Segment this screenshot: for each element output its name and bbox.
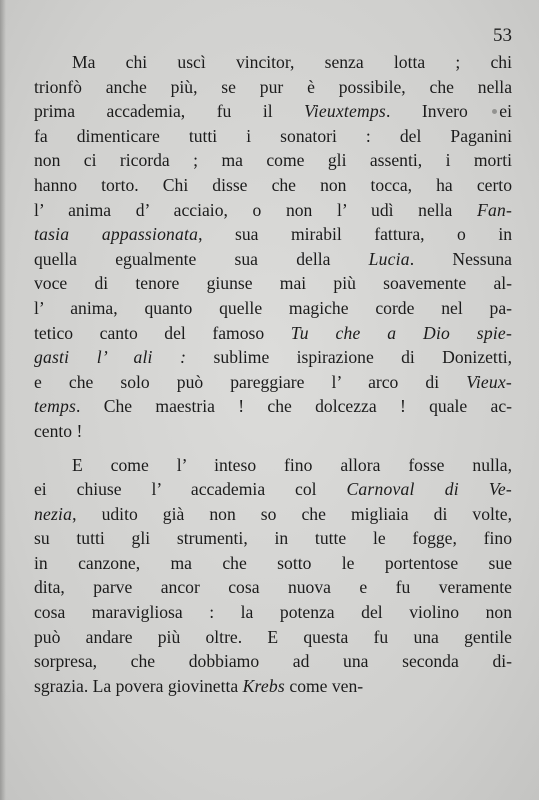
text-span: l’ anima, quanto quelle magiche corde nel pa- xyxy=(34,297,512,318)
paragraph xyxy=(34,50,512,444)
text-span: . Che maestria ! che dolcezza ! quale ac- xyxy=(76,396,512,417)
text-span: come ven- xyxy=(284,675,364,696)
text-line xyxy=(34,247,512,272)
italic-span: Vieux- xyxy=(466,371,512,392)
text-span: in canzone, ma che sotto le portentose sue xyxy=(34,552,512,573)
text-span: trionfò anche più, se pur è possibile, che nella xyxy=(34,76,512,97)
text-span: . Nessuna xyxy=(409,248,512,269)
text-span: tetico canto del famoso xyxy=(34,322,291,343)
text-line xyxy=(34,674,512,699)
text-line xyxy=(34,222,512,247)
paragraph-gap xyxy=(34,444,512,453)
italic-span: tasia appassionata xyxy=(34,224,199,245)
text-span: , udito già non so che migliaia di volte, xyxy=(72,503,512,524)
italic-span: Carnoval di Ve- xyxy=(346,479,512,500)
italic-span: Krebs xyxy=(242,675,285,696)
text-span: sublime ispirazione di Donizetti, xyxy=(186,347,512,368)
italic-span: Fan- xyxy=(477,199,512,220)
text-span: sgrazia. La povera giovinetta xyxy=(34,675,243,696)
italic-span: Vieuxtemps xyxy=(304,101,386,122)
text-line xyxy=(34,75,512,100)
text-span: , sua mirabil fattura, o in xyxy=(198,224,513,245)
italic-span: temps xyxy=(34,396,77,417)
text-line xyxy=(34,99,512,124)
text-line xyxy=(34,649,512,674)
text-line xyxy=(34,148,512,173)
italic-span: Lucia xyxy=(368,248,410,269)
text-span: dita, parve ancor cosa nuova e fu veramente xyxy=(34,577,512,598)
page-number: 53 xyxy=(493,25,512,46)
text-line xyxy=(34,124,512,149)
text-line xyxy=(34,600,512,625)
text-span: può andare più oltre. E questa fu una gentile xyxy=(34,626,512,647)
text-span: quella egualmente sua della xyxy=(34,248,369,269)
text-line xyxy=(34,198,512,223)
text-span: e che solo può pareggiare l’ arco di xyxy=(34,371,467,392)
text-line xyxy=(34,345,512,370)
text-line xyxy=(34,50,512,75)
text-line xyxy=(34,526,512,551)
text-line xyxy=(34,575,512,600)
text-line xyxy=(34,296,512,321)
text-span: cento ! xyxy=(34,420,83,441)
body-text xyxy=(34,50,512,698)
text-line xyxy=(34,453,512,478)
italic-span: nezia xyxy=(34,503,73,524)
paragraph xyxy=(34,453,512,699)
text-span: cosa maravigliosa : la potenza del violino non xyxy=(34,602,512,623)
text-line xyxy=(34,173,512,198)
text-span: . Invero ei xyxy=(385,101,512,122)
text-span: ei chiuse l’ accademia col xyxy=(34,479,347,500)
text-line xyxy=(34,551,512,576)
text-span: l’ anima d’ acciaio, o non l’ udì nella xyxy=(34,199,477,220)
text-span: hanno torto. Chi disse che non tocca, ha certo xyxy=(34,174,512,195)
text-span: non ci ricorda ; ma come gli assenti, i morti xyxy=(34,150,512,171)
text-span: E come l’ inteso fino allora fosse nulla, xyxy=(72,454,512,475)
text-span: fa dimenticare tutti i sonatori : del Paganini xyxy=(34,125,512,146)
text-span: su tutti gli strumenti, in tutte le fogge, fino xyxy=(34,528,512,549)
text-span: prima accademia, fu il xyxy=(34,101,305,122)
text-span: Ma chi uscì vincitor, senza lotta ; chi xyxy=(72,52,512,72)
text-line xyxy=(34,321,512,346)
text-line xyxy=(34,419,512,444)
text-span: sorpresa, che dobbiamo ad una seconda di- xyxy=(34,651,512,672)
italic-span: gasti l’ ali : xyxy=(34,347,187,368)
text-line xyxy=(34,477,512,502)
text-span: voce di tenore giunse mai più soavemente al- xyxy=(34,273,512,294)
spine-shadow xyxy=(0,0,6,800)
italic-span: Tu che a Dio spie- xyxy=(290,322,513,343)
text-line xyxy=(34,625,512,650)
text-line xyxy=(34,370,512,395)
text-line xyxy=(34,394,512,419)
text-line xyxy=(34,502,512,527)
text-line xyxy=(34,271,512,296)
